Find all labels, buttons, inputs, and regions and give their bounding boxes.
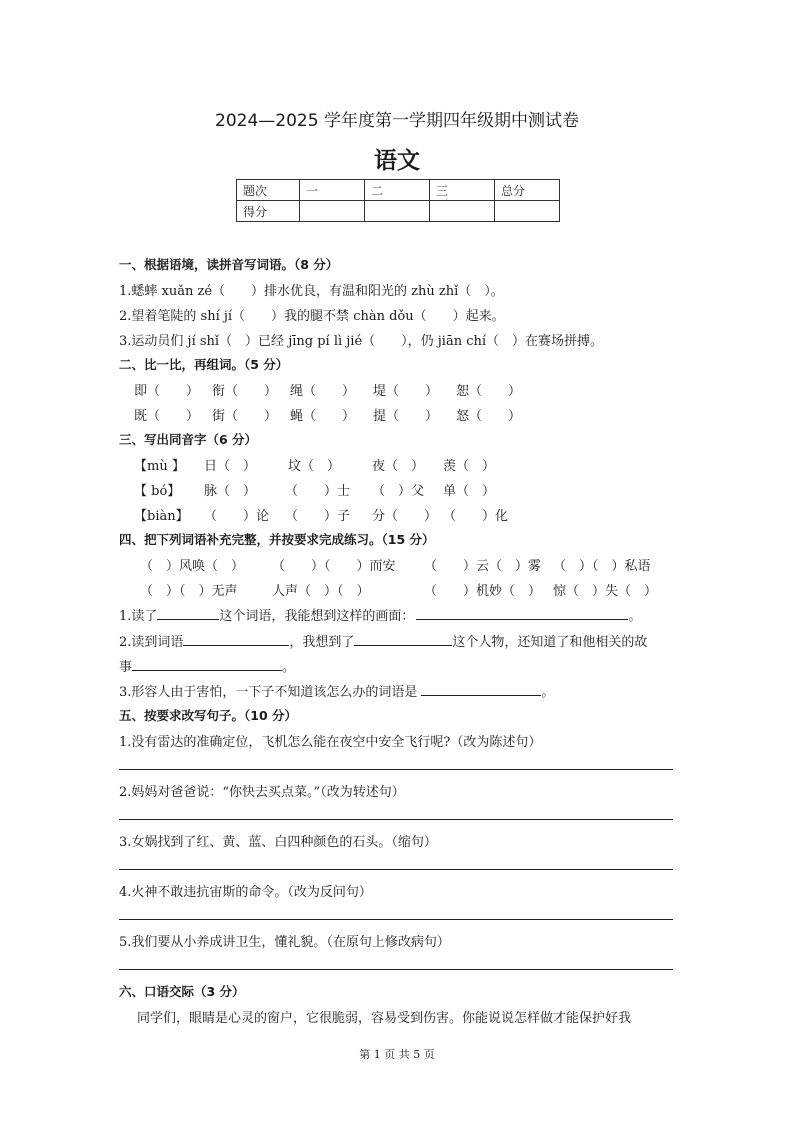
section2-heading: 二、比一比，再组词。（5 分） xyxy=(119,357,289,372)
section1-heading: 一、根据语境，读拼音写词语。（8 分） xyxy=(119,257,339,272)
score-input-cell[interactable] xyxy=(495,201,560,222)
idiom-item: 人声（ ）（ ） xyxy=(272,584,370,599)
score-cell: 一 xyxy=(300,180,365,201)
idiom-item: （ ）风唤（ ） xyxy=(140,559,245,574)
score-input-cell[interactable] xyxy=(365,201,430,222)
idiom-item: （ ）（ ）而安 xyxy=(272,559,396,574)
answer-blank[interactable] xyxy=(421,682,541,696)
q3-text-a: 3.形容人由于害怕，一下子不知道该怎么办的词语是 xyxy=(119,685,418,700)
pinyin-label: 【biàn】 xyxy=(134,509,189,524)
answer-line[interactable] xyxy=(119,969,673,970)
homophone-item: 夜（ ） xyxy=(372,459,425,474)
section3-heading: 三、写出同音字（6 分） xyxy=(119,432,258,447)
compare-item: 堤（ ） xyxy=(373,384,439,399)
compare-item: 恕（ ） xyxy=(456,384,522,399)
idiom-item: 惊（ ）失（ ） xyxy=(553,584,658,599)
pinyin-label: 【 bó】 xyxy=(134,484,181,499)
homophone-item: （ ）论 xyxy=(204,509,270,524)
homophone-item: （ ）士 xyxy=(285,484,351,499)
compare-item: 提（ ） xyxy=(373,409,439,424)
score-table xyxy=(236,179,560,222)
q1-end: 。 xyxy=(628,609,642,624)
homophone-item: 分（ ） xyxy=(372,509,438,524)
answer-blank[interactable] xyxy=(183,632,289,646)
answer-line[interactable] xyxy=(119,869,673,870)
idiom-item: （ ）（ ）私语 xyxy=(553,559,651,574)
q2-text-c: 这个人物，还知道了和他相关的故 xyxy=(452,635,648,650)
section5-question-4: 4.火神不敢违抗宙斯的命令。（改为反问句） xyxy=(119,885,372,900)
idiom-item: （ ）（ ）无声 xyxy=(140,584,238,599)
section5-question-3: 3.女娲找到了红、黄、蓝、白四种颜色的石头。（缩句） xyxy=(119,835,437,850)
answer-blank[interactable] xyxy=(132,657,282,671)
section5-heading: 五、按要求改写句子。（10 分） xyxy=(119,708,297,723)
section1-question-2: 2.望着笔陡的 shí jí（ ）我的腿不禁 chàn dǒu（ ）起来。 xyxy=(119,309,505,324)
score-table-score-row xyxy=(237,201,560,222)
q1-text-b: 这个词语，我能想到这样的画面： xyxy=(219,609,415,624)
subject-title: 语文 xyxy=(374,148,420,174)
homophone-item: 日（ ） xyxy=(204,459,257,474)
compare-item: 蝇（ ） xyxy=(290,409,356,424)
compare-item: 街（ ） xyxy=(212,409,278,424)
section4-question-1 xyxy=(119,605,641,624)
answer-line[interactable] xyxy=(119,919,673,920)
q3-end: 。 xyxy=(541,685,555,700)
answer-blank[interactable] xyxy=(416,606,628,620)
score-input-cell[interactable] xyxy=(430,201,495,222)
pinyin-label: 【mù 】 xyxy=(134,459,185,474)
section5-question-2: 2.妈妈对爸爸说：“你快去买点菜。”（改为转述句） xyxy=(119,785,405,800)
section4-heading: 四、把下列词语补充完整，并按要求完成练习。（15 分） xyxy=(119,532,435,547)
homophone-item: 坟（ ） xyxy=(288,459,341,474)
score-table-header-row xyxy=(237,180,560,201)
compare-item: 即（ ） xyxy=(134,384,200,399)
section6-heading: 六、口语交际（3 分） xyxy=(119,984,245,999)
q2-text-b: ，我想到了 xyxy=(289,635,355,650)
homophone-item: 单（ ） xyxy=(443,484,496,499)
section4-question-2 xyxy=(119,631,647,650)
compare-item: 衔（ ） xyxy=(212,384,278,399)
score-cell: 三 xyxy=(430,180,495,201)
idiom-item: （ ）机妙（ ） xyxy=(424,584,542,599)
section6-prompt: 同学们，眼睛是心灵的窗户，它很脆弱，容易受到伤害。你能说说怎样做才能保护好我 xyxy=(137,1011,632,1026)
q2-text-a: 2.读到词语 xyxy=(119,635,184,650)
q2-end: 。 xyxy=(282,660,296,675)
q1-text-a: 1.读了 xyxy=(119,609,158,624)
answer-blank[interactable] xyxy=(157,606,219,620)
homophone-item: （ ）子 xyxy=(285,509,351,524)
score-cell: 二 xyxy=(365,180,430,201)
homophone-item: 脉（ ） xyxy=(204,484,257,499)
exam-title: 2024—2025 学年度第一学期四年级期中测试卷 xyxy=(215,111,579,131)
idiom-item: （ ）云（ ）雾 xyxy=(424,559,542,574)
section1-question-3: 3.运动员们 jí shǐ（ ）已经 jīng pí lì jié（ ），仍 jiān chí（ ）在赛场拼搏。 xyxy=(119,334,604,349)
homophone-item: 羡（ ） xyxy=(443,459,496,474)
answer-line[interactable] xyxy=(119,769,673,770)
section4-question-3 xyxy=(119,681,554,700)
section4-question-2-cont xyxy=(119,656,295,675)
section5-question-5: 5.我们要从小养成讲卫生，懂礼貌。（在原句上修改病句） xyxy=(119,935,450,950)
section5-question-1: 1.没有雷达的准确定位，飞机怎么能在夜空中安全飞行呢?（改为陈述句） xyxy=(119,735,542,750)
answer-blank[interactable] xyxy=(354,632,452,646)
page-number: 第 1 页 共 5 页 xyxy=(359,1048,435,1061)
homophone-item: （ ）化 xyxy=(443,509,509,524)
score-input-cell[interactable] xyxy=(300,201,365,222)
score-cell: 题次 xyxy=(237,180,300,201)
q2-text-d: 事 xyxy=(119,660,133,675)
answer-line[interactable] xyxy=(119,819,673,820)
section1-question-1: 1.蟋蟀 xuǎn zé（ ）排水优良，有温和阳光的 zhù zhǐ（ ）。 xyxy=(119,284,504,299)
homophone-item: （ ）父 xyxy=(372,484,425,499)
compare-item: 既（ ） xyxy=(134,409,200,424)
compare-item: 怒（ ） xyxy=(456,409,522,424)
compare-item: 绳（ ） xyxy=(290,384,356,399)
score-cell: 总分 xyxy=(495,180,560,201)
score-cell: 得分 xyxy=(237,201,300,222)
